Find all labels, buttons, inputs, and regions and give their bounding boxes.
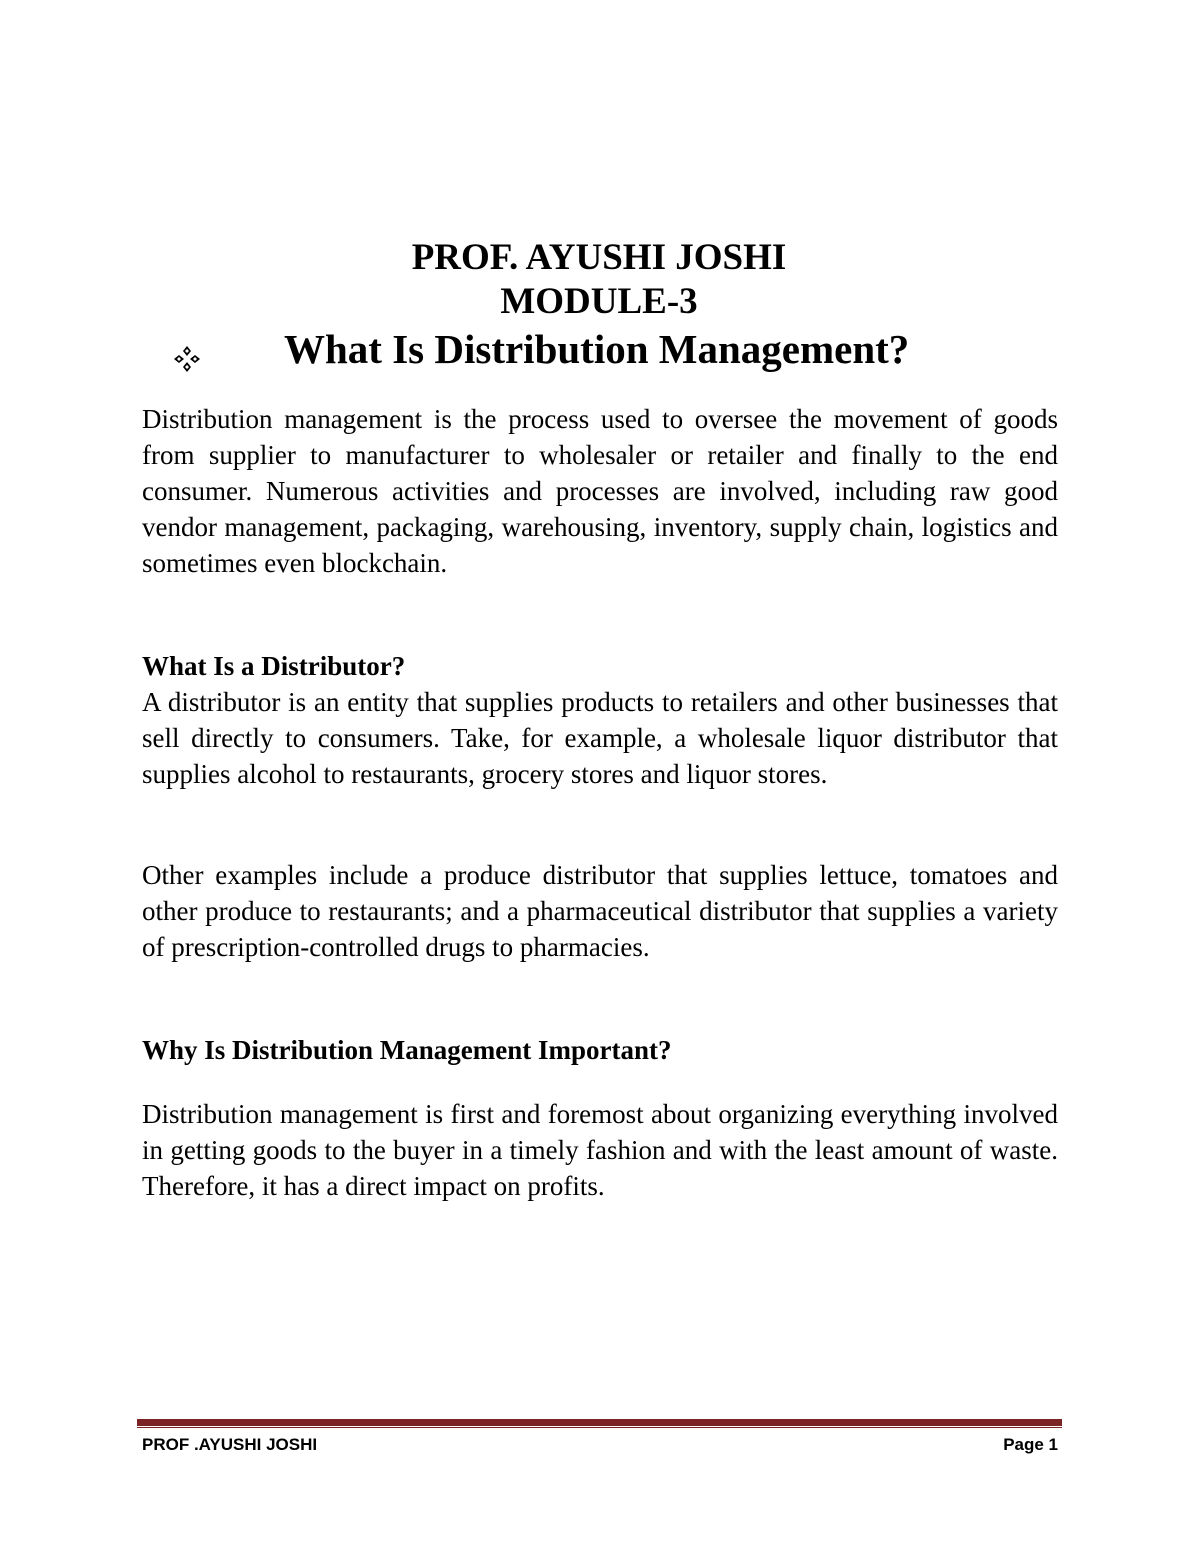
- module-title: MODULE-3: [500, 281, 698, 322]
- four-diamond-bullet-icon: [172, 335, 202, 365]
- main-heading: [172, 324, 1072, 374]
- paragraph-text: Distribution management is first and foremost about organizing everything involved in getting goods to the buyer in a timely fashion and with the least amount of waste. Therefore, it has a direct impact on profits.: [142, 1099, 1058, 1201]
- paragraph-text: A distributor is an entity that supplies products to retailers and other businesses that sell directly to consumers. Take, for example, a wholesale liquor distributor that supplies alcohol to restaurants, grocery stores and liquor stores.: [142, 687, 1058, 789]
- footer-rule: [137, 1419, 1062, 1426]
- intro-paragraph: [142, 401, 1058, 581]
- paragraph-text: Distribution management is the process used to oversee the movement of goods from supplier to manufacturer to wholesaler or retailer and finally to the end consumer. Numerous activities and processes are involved, including raw good vendor management, packaging, warehousing, inventory, supply chain, logistics and sometimes even blockchain.: [142, 404, 1058, 578]
- examples-paragraph: [142, 857, 1058, 965]
- distributor-paragraph: [142, 684, 1058, 792]
- paragraph-text: Other examples include a produce distributor that supplies lettuce, tomatoes and other produce to restaurants; and a pharmaceutical distributor that supplies a variety of prescription-controlled drugs to pharmacies.: [142, 860, 1058, 962]
- importance-paragraph: [142, 1096, 1058, 1204]
- title-block: [140, 236, 1058, 324]
- author-title: PROF. AYUSHI JOSHI: [411, 237, 787, 278]
- section-heading-importance: Why Is Distribution Management Important?: [142, 1035, 672, 1065]
- main-heading-text: What Is Distribution Management?: [284, 326, 910, 372]
- footer-rule-thin: [137, 1427, 1062, 1428]
- footer-author: PROF .AYUSHI JOSHI: [142, 1435, 318, 1454]
- section-heading-distributor: What Is a Distributor?: [142, 651, 406, 681]
- page-number: Page 1: [1003, 1435, 1058, 1454]
